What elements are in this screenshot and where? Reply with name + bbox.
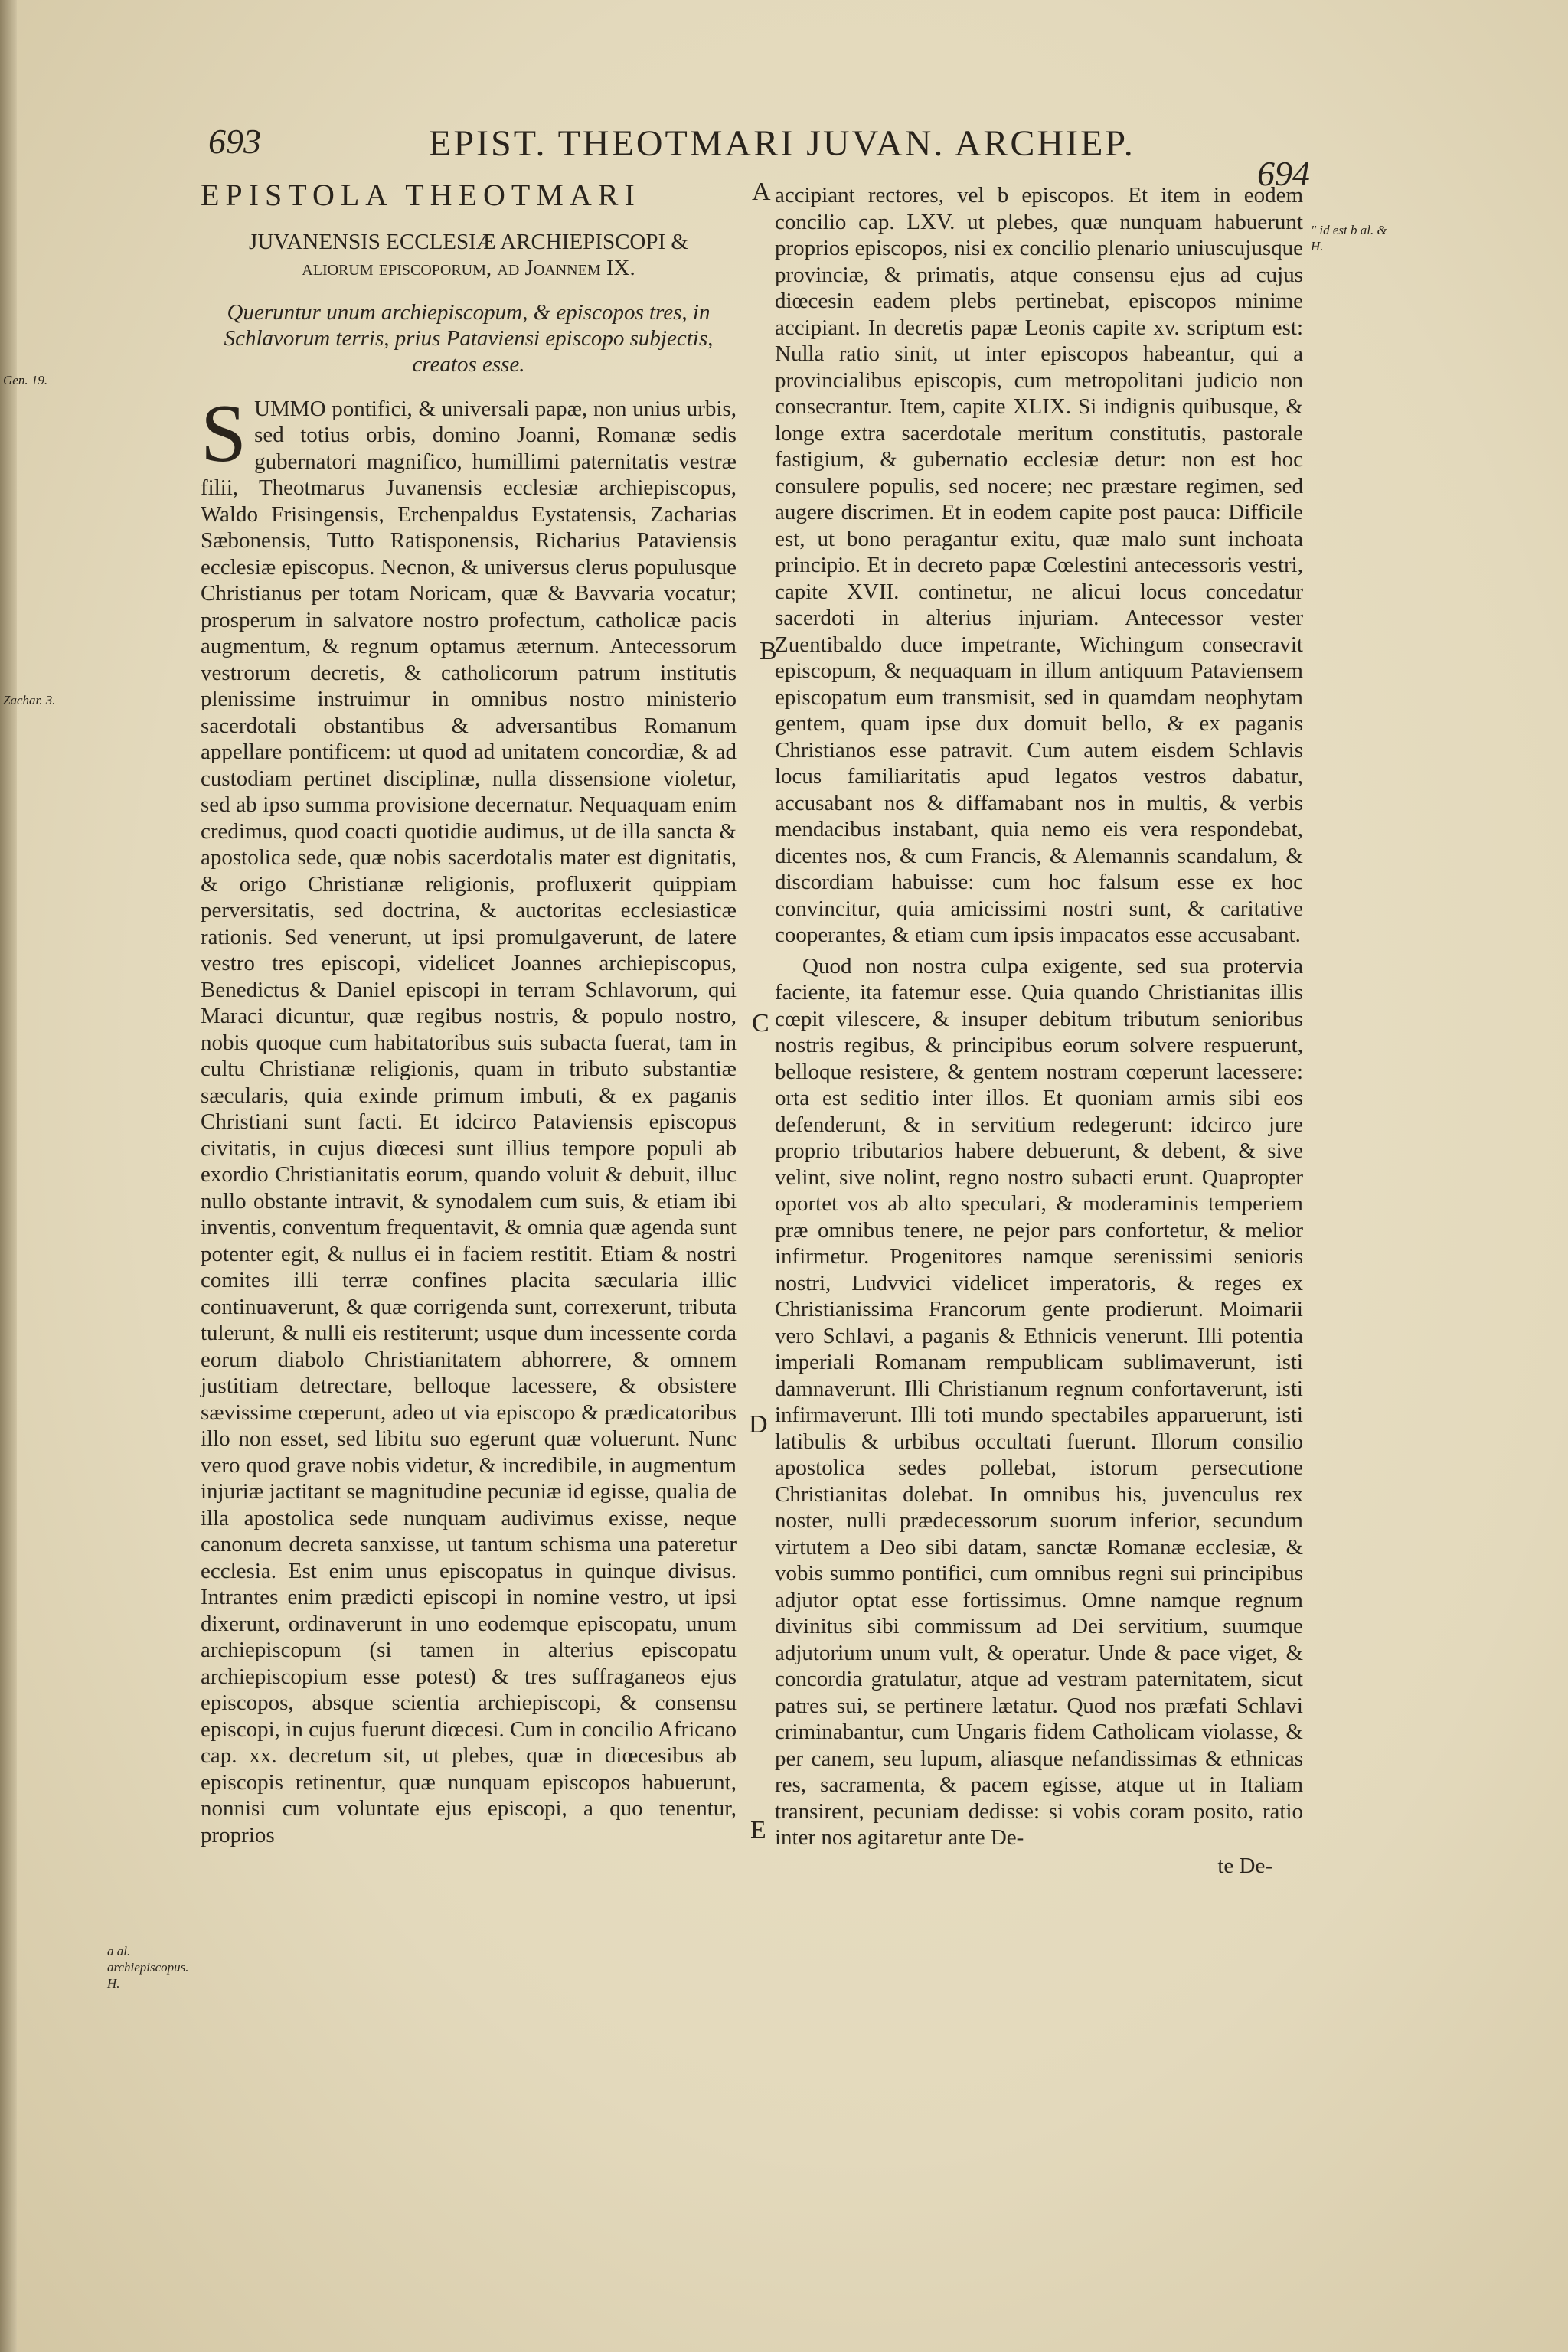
drop-cap: S xyxy=(201,387,247,479)
epistle-title: EPISTOLA THEOTMARI xyxy=(201,178,641,212)
left-column xyxy=(201,178,737,1848)
book-spine-shadow xyxy=(0,0,17,2352)
margin-note-left-1: Gen. 19. xyxy=(3,373,48,387)
column-letter-a: A xyxy=(752,178,771,206)
page-number-left: 693 xyxy=(208,122,261,161)
column-letter-b: B xyxy=(760,637,777,665)
column-letter-c: C xyxy=(752,1009,769,1037)
epistle-summary: Queruntur unum archiepiscopum, & episcopos tres, in Schlavorum terris, prius Pataviensi episcopo subjectis, creatos esse. xyxy=(224,299,714,377)
left-column-body xyxy=(201,387,737,1849)
page-number-right: 694 xyxy=(1257,154,1310,193)
running-head: EPIST. THEOTMARI JUVAN. ARCHIEP. xyxy=(429,123,1135,164)
margin-note-left-3: a al. archiepiscopus. H. xyxy=(107,1944,189,1991)
column-letter-e: E xyxy=(750,1816,766,1844)
margin-note-right-1: " id est b al. & H. xyxy=(1311,223,1387,253)
catchword: te De- xyxy=(1217,1853,1272,1878)
column-letter-d: D xyxy=(749,1410,768,1439)
right-column xyxy=(775,182,1303,1879)
epistle-subheading: JUVANENSIS ECCLESIÆ ARCHIEPISCOPI & aliorum episcoporum, ad Joannem IX. xyxy=(249,229,688,280)
right-paragraph-1: accipiant rectores, vel b episcopos. Et item in eodem concilio cap. LXV. ut plebes, quæ nunquam habuerunt proprios episcopos, nisi ex concilio plenario uniuscujusque provinciæ, & primatis, atque consensu ejus ad cujus diœcesin eadem plebs pertinebat, episcopos minime accipiant. In decretis papæ Leonis capite xv. scriptum est: Nulla ratio sinit, ut inter episcopos habeantur, qui a provincialibus episcopis, cum metropolitani judicio non consecrantur. Item, capite XLIX. Si indignis quibusque, & longe extra sacerdotale meritum constitutis, pastorale fastigium, & gubernatio ecclesiæ detur: non est hoc consulere populis, sed nocere; nec præstare regimen, sed augere discrimen. Et in eodem capite post pauca: Difficile est, ut bono peragantur exitu, quæ malo sunt inchoata principio. Et in decreto papæ Cœlestini antecessoris vestri, capite XVII. continetur, ne alicui locus concedatur sacerdoti in alterius injuriam. Antecessor vester Zuentibaldo duce impetrante, Wichingum consecravit episcopum, & nequaquam in illum antiquum Pataviensem episcopatum eum transmisit, sed in quamdam neophytam gentem, quam ipse dux domuit bello, & ex paganis Christianos esse patravit. Cum autem eisdem Schlavis locus familiaritatis apud legatos vestros dabatur, accusabant nos & diffamabant nos in multis, & verbis mendacibus instabant, quia nemo eis vera respondebat, dicentes nos, & cum Francis, & Alemannis scandalum, & discordiam habuisse: cum hoc falsum esse ex hoc convincitur, quia amicissimi nostri sunt, & caritative cooperantes, & etiam cum ipsis impacatos esse accusabant. xyxy=(775,183,1303,947)
left-column-text: UMMO pontifici, & universali papæ, non unius urbis, sed totius orbis, domino Joanni, Romanæ sedis gubernatori magnifico, humillimi paternitatis vestræ filii, Theotmarus Juvanensis ecclesiæ archiepiscopus, Waldo Frisingensis, Erchenpaldus Eystatensis, Zacharias Sæbonensis, Tutto Ratisponensis, Richarius Pataviensis ecclesiæ episcopus. Necnon, & universus clerus populusque Christianus per totam Noricam, quæ & Bavvaria vocatur; prosperum in salvatore nostro profectum, catholicæ pacis augmentum, & regnum optamus æternum. Antecessorum vestrorum decretis, & catholicorum patrum institutis plenissime instruimur in omnibus nostro ministerio sacerdotali obstantibus & adversantibus Romanum appellare pontificem: ut quod ad unitatem concordiæ, & ad custodiam pertinet disciplinæ, nulla dissensione violetur, sed ab ipso summa provisione decernatur. Nequaquam enim credimus, quod coacti quotidie audimus, ut de illa sancta & apostolica sede, quæ nobis sacerdotalis mater est dignitatis, & origo Christianæ religionis, profluxerit quippiam perversitatis, sed doctrina, & auctoritas ecclesiasticæ rationis. Sed venerunt, ut ipsi promulgaverunt, de latere vestro tres episcopi, videlicet Joannes archiepiscopus, Benedictus & Daniel episcopi in terram Schlavorum, qui Maraci dicuntur, quæ regibus nostris, & populo nostro, nobis quoque cum habitatoribus suis subacta fuerat, tam in cultu Christianæ religionis, quam in tributo substantiæ sæcularis, quia exinde primum imbuti, & ex paganis Christiani sunt facti. Et idcirco Pataviensis episcopus civitatis, in cujus diœcesi sunt illius tempore populi ab exordio Christianitatis eorum, quando voluit & debuit, illuc nullo obstante intravit, & synodalem cum suis, & etiam ibi inventis, conventum frequentavit, & omnia quæ agenda sunt potenter egit, & nullus ei in faciem restitit. Etiam & nostri comites illi terræ confines placita sæcularia illic continuaverunt, & quæ corrigenda sunt, correxerunt, tributa tulerunt, & nulli eis restiterunt; usque dum incessente corda eorum diabolo Christianitatem abhorrere, & omnem justitiam detrectare, belloque lacessere, & obsistere sævissime cœperunt, adeo ut via episcopo & prædicatoribus illo non esset, sed libitu suo egerunt quæ voluerunt. Nunc vero quod grave nobis videtur, & incredibile, in augmentum injuriæ jactitant se magnitudine pecuniæ id egisse, qualia de illa apostolica sede nunquam audivimus exisse, neque canonum decreta sanxisse, ut tantum schisma una pateretur ecclesia. Est enim unus episcopatus in quinque divisus. Intrantes enim prædicti episcopi in nomine vestro, ut ipsi dixerunt, ordinaverunt in uno eodemque episcopatu, unum archiepiscopum (si tamen in alterius episcopatu archiepiscopium esse potest) & tres suffraganeos ejus episcopos, absque scientia archiepiscopi, & consensu episcopi, in cujus fuerunt diœcesi. Cum in concilio Africano cap. xx. decretum sit, ut plebes, quæ in diœcesibus ab episcopis retinentur, quæ nunquam episcopos habuerunt, nonnisi cum voluntate ejus episcopi, a quo tenentur, proprios xyxy=(201,396,737,1847)
right-paragraph-2: Quod non nostra culpa exigente, sed sua protervia faciente, ita fatemur esse. Quia quando Christianitas illis cœpit vilescere, & insuper debitum tributum senioribus nostris regibus, & principibus eorum solvere respuerunt, belloque resistere, & gentem nostram cœperunt lacessere: orta est seditio inter illos. Et quoniam armis sibi eos defenderunt, & in servitium redegerunt: idcirco jure proprio tributarios habere debuerunt, & debent, & sive velint, sive nolint, regno nostro subacti erunt. Quapropter oportet vos ab alto speculari, & moderaminis temperiem præ omnibus tenere, ne pejor pars confortetur, & melior infirmetur. Progenitores namque serenissimi senioris nostri, Ludvvici videlicet imperatoris, & reges ex Christianissima Francorum gente prodierunt. Moimarii vero Schlavi, a paganis & Ethnicis venerunt. Illi potentia imperiali Romanam rempublicam sublimaverunt, isti damnaverunt. Illi Christianum regnum confortaverunt, isti infirmaverunt. Illi toti mundo spectabiles apparuerunt, isti latibulis & urbibus occultati fuerunt. Illorum consilio apostolica sedes pollebat, istorum persecutione Christianitas dolebat. In omnibus his, juvenculus rex noster, nulli prædecessorum suorum inferior, secundum virtutem a Deo sibi datam, sanctæ Romanæ ecclesiæ, & vobis summo pontifici, cum omnibus regni sui principibus adjutor optat esse fortissimus. Omne namque regnum divinitus sibi commissum ad Dei servitium, suumque adjutorium unum vult, & operatur. Unde & pace viget, & concordia gratulatur, atque ad vestram paternitatem, sicut patres sui, se pertinere lætatur. Quod nos præfati Schlavi criminabantur, cum Ungaris fidem Catholicam violasse, & per canem, seu lupum, aliasque nefandissimas & ethnicas res, sacramenta, & pacem egisse, atque ut in Italiam transirent, pecuniam dedisse: si vobis coram posito, ratio inter nos agitaretur ante De- xyxy=(775,953,1303,1850)
margin-note-left-2: Zachar. 3. xyxy=(3,693,56,707)
